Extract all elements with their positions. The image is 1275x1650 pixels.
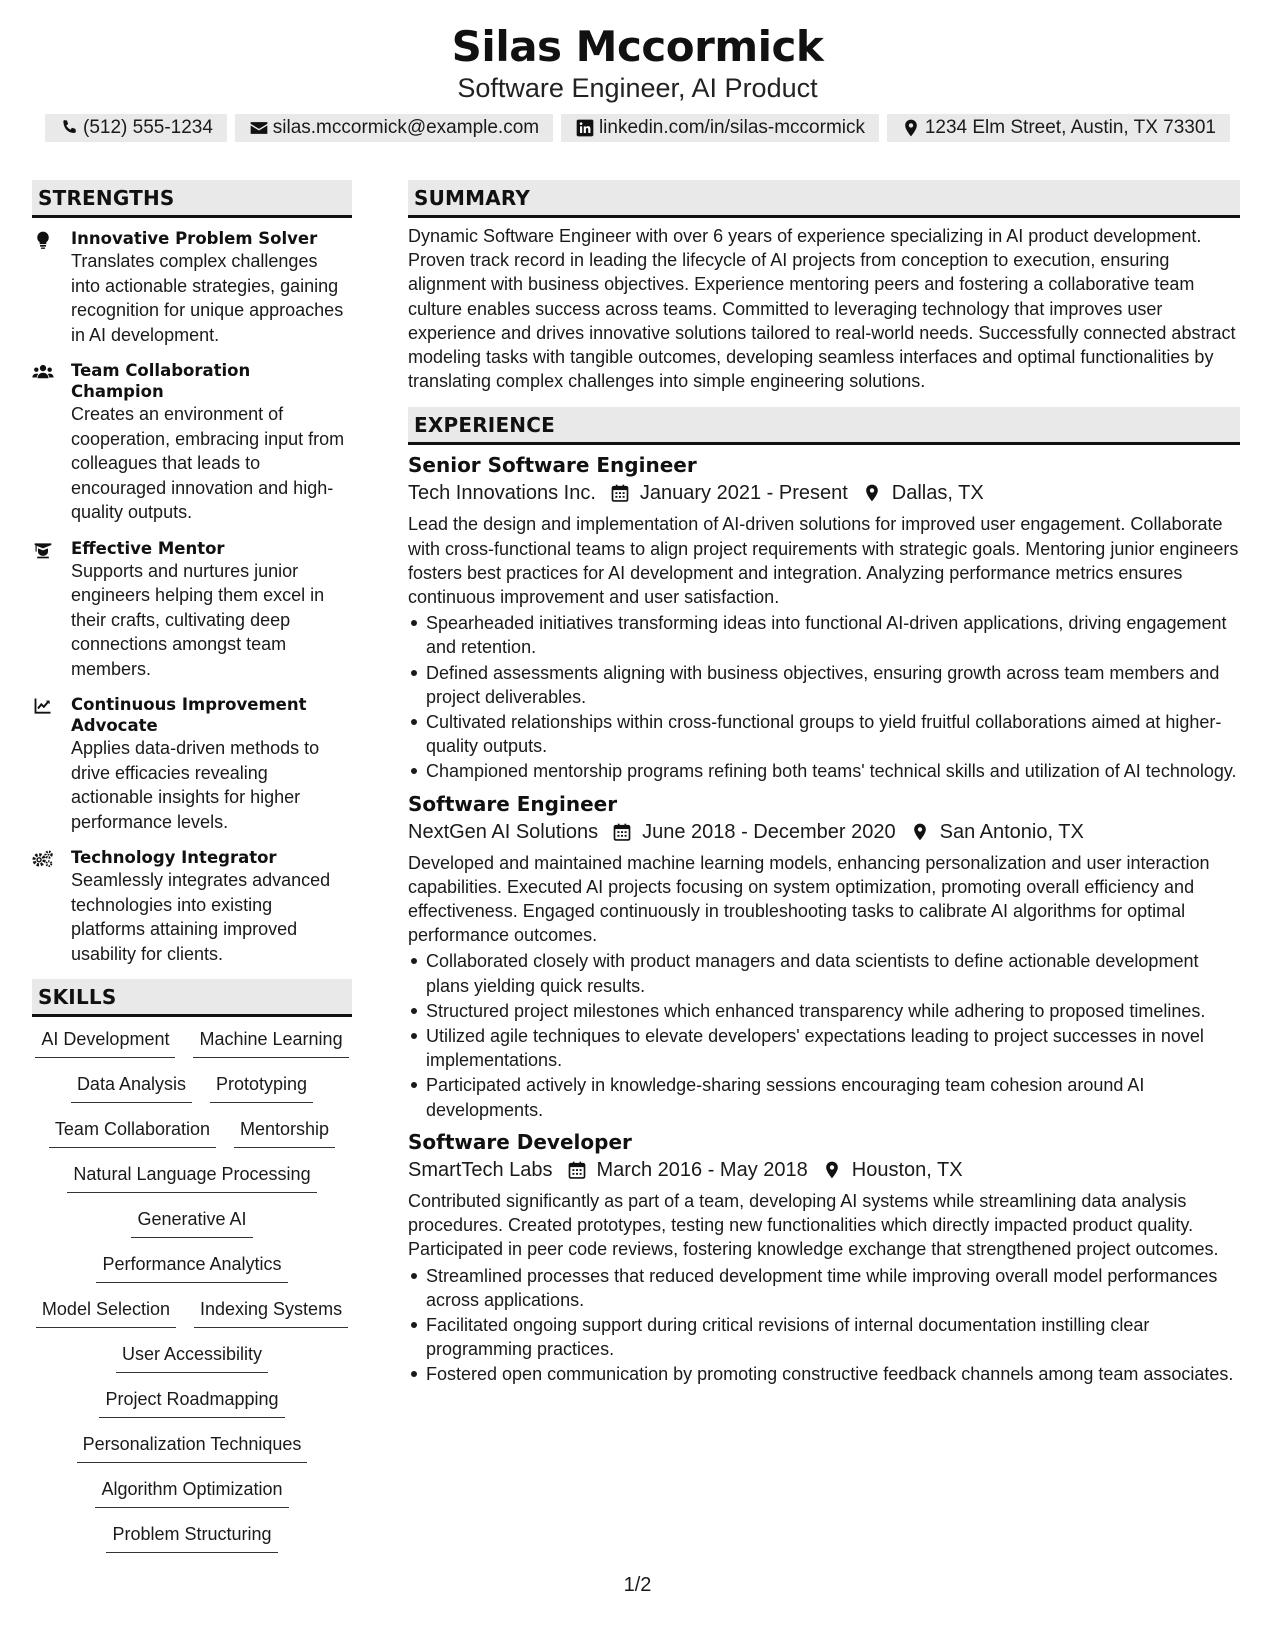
job-description: Lead the design and implementation of AI-driven solutions for improved user engagement. Collaborate with cross-functional teams to align project requirements with strategic goals. Mentoring junior engineers fosters best practices for AI development and integration. Analyzing performance metrics ensures continuous improvement and user satisfaction. xyxy=(408,514,1239,608)
strength-title: Team Collaboration Champion xyxy=(71,361,251,401)
skill-row xyxy=(32,1383,352,1428)
calendar-icon xyxy=(567,1160,587,1180)
skill-tag: Project Roadmapping xyxy=(99,1383,284,1418)
map-pin-icon xyxy=(910,822,930,842)
job-title: Software Engineer xyxy=(408,791,618,816)
job-entry xyxy=(408,1128,1240,1387)
bullet-item: Championed mentorship programs refining both teams' technical skills and utilization of AI technology. xyxy=(408,759,1240,783)
job-description: Developed and maintained machine learning models, enhancing personalization and user interaction capabilities. Executed AI projects focusing on system optimization, promoting overall efficiency and effectiveness. Engaged continuously in troubleshooting tasks to calibrate AI algorithms for optimal performance outcomes. xyxy=(408,852,1210,946)
skill-tag: Personalization Techniques xyxy=(77,1428,308,1463)
skill-tag: Algorithm Optimization xyxy=(95,1473,288,1508)
strength-item xyxy=(32,538,352,682)
job-dates: June 2018 - December 2020 xyxy=(642,820,896,843)
skill-row xyxy=(32,1248,352,1293)
bullet-item: Streamlined processes that reduced development time while improving overall model performances across applications. xyxy=(408,1264,1240,1312)
bullet-item: Cultivated relationships within cross-functional groups to yield fruitful collaborations aimed at higher-quality outputs. xyxy=(408,710,1240,758)
job-meta xyxy=(408,479,1240,507)
skill-row xyxy=(32,1068,352,1113)
skills-heading: SKILLS xyxy=(32,979,352,1017)
right-column xyxy=(408,180,1240,1388)
experience-heading: EXPERIENCE xyxy=(408,407,1240,445)
job-entry xyxy=(408,790,1240,1122)
strength-title: Technology Integrator xyxy=(71,848,277,867)
skill-row xyxy=(32,1113,352,1158)
skill-tag: AI Development xyxy=(35,1023,175,1058)
bullet-item: Defined assessments aligning with business objectives, ensuring growth across team members and project deliverables. xyxy=(408,661,1240,709)
candidate-title: Software Engineer, AI Product xyxy=(457,73,818,103)
left-column xyxy=(32,180,352,1563)
users-icon xyxy=(32,360,71,525)
strength-desc: Seamlessly integrates advanced technologies into existing platforms attaining improved usability for clients. xyxy=(71,870,331,964)
strength-desc: Translates complex challenges into actionable strategies, gaining recognition for unique approaches in AI development. xyxy=(71,251,344,345)
map-pin-icon xyxy=(862,483,882,503)
strengths-list xyxy=(32,228,352,966)
skill-tag: User Accessibility xyxy=(116,1338,268,1373)
skill-row xyxy=(32,1473,352,1518)
strength-title: Innovative Problem Solver xyxy=(71,229,318,248)
contact-email-text: silas.mccormick@example.com xyxy=(272,117,540,138)
job-meta xyxy=(408,1156,1240,1184)
skill-tag: Team Collaboration xyxy=(49,1113,216,1148)
job-company: SmartTech Labs xyxy=(408,1158,553,1181)
map-pin-icon xyxy=(901,118,921,138)
job-description: Contributed significantly as part of a team, developing AI systems while streamlining data analysis procedures. Created prototypes, testing new functionalities which directly impacted product quality. Participated in peer code reviews, fostering knowledge exchange that strengthened project outcomes. xyxy=(408,1190,1219,1260)
contact-linkedin-text: linkedin.com/in/silas-mccormick xyxy=(598,117,865,138)
contact-address-text: 1234 Elm Street, Austin, TX 73301 xyxy=(924,117,1216,138)
calendar-icon xyxy=(612,822,632,842)
job-bullets xyxy=(408,949,1240,1121)
skill-tag: Problem Structuring xyxy=(106,1518,277,1553)
job-title: Senior Software Engineer xyxy=(408,453,697,478)
envelope-icon xyxy=(249,118,269,138)
job-dates: March 2016 - May 2018 xyxy=(596,1158,808,1181)
strength-item xyxy=(32,694,352,834)
skill-tag: Prototyping xyxy=(210,1068,313,1103)
linkedin-icon xyxy=(575,118,595,138)
calendar-icon xyxy=(610,483,630,503)
bullet-item: Spearheaded initiatives transforming ideas into functional AI-driven applications, driving engagement and retention. xyxy=(408,611,1240,659)
contact-linkedin[interactable] xyxy=(561,114,879,142)
strength-item xyxy=(32,360,352,525)
job-location: Houston, TX xyxy=(851,1158,963,1181)
gears-icon xyxy=(32,847,71,966)
skill-tag: Performance Analytics xyxy=(96,1248,287,1283)
skill-tag: Natural Language Processing xyxy=(67,1158,316,1193)
contact-address[interactable] xyxy=(887,114,1230,142)
contact-email[interactable] xyxy=(235,114,553,142)
resume-header xyxy=(0,20,1275,104)
job-entry xyxy=(408,451,1240,783)
strength-desc: Applies data-driven methods to drive efficacies revealing actionable insights for higher performance levels. xyxy=(71,738,320,832)
contact-phone-text: (512) 555-1234 xyxy=(83,117,213,138)
skill-row xyxy=(32,1203,352,1248)
map-pin-icon xyxy=(822,1160,842,1180)
skill-tag: Mentorship xyxy=(234,1113,335,1148)
skill-row xyxy=(32,1293,352,1338)
bullet-item: Structured project milestones which enhanced transparency while adhering to proposed timelines. xyxy=(408,999,1240,1023)
chart-line-icon xyxy=(32,694,71,834)
skill-tag: Machine Learning xyxy=(193,1023,348,1058)
skill-tag: Model Selection xyxy=(36,1293,176,1328)
skill-row xyxy=(32,1338,352,1383)
strength-item xyxy=(32,228,352,347)
job-bullets xyxy=(408,611,1240,783)
job-company: NextGen AI Solutions xyxy=(408,820,599,843)
strength-desc: Supports and nurtures junior engineers helping them excel in their crafts, cultivating deep connections amongst team members. xyxy=(71,560,325,679)
job-company: Tech Innovations Inc. xyxy=(408,482,596,505)
job-location: San Antonio, TX xyxy=(939,820,1084,843)
job-dates: January 2021 - Present xyxy=(639,482,848,505)
summary-text: Dynamic Software Engineer with over 6 years of experience specializing in AI product development. Proven track record in leading the lifecycle of AI projects from conception to execution, ensuring alignment with business objectives. Experience mentoring peers and fostering a collaborative team culture enables success across teams. Committed to leveraging technology that improves user experience and drives innovative solutions tailored to real-world needs. Successfully connected abstract modeling tasks with tangible outcomes, developing seamless interfaces and optimal functionalities by translating complex challenges into simple engineering solutions. xyxy=(408,226,1236,392)
phone-icon xyxy=(59,118,79,138)
strength-item xyxy=(32,847,352,966)
skill-row xyxy=(32,1428,352,1473)
job-title: Software Developer xyxy=(408,1129,632,1154)
skills-list xyxy=(32,1023,352,1563)
job-location: Dallas, TX xyxy=(891,482,984,505)
skill-row xyxy=(32,1518,352,1563)
graduation-cap-icon xyxy=(32,538,71,682)
bullet-item: Collaborated closely with product managers and data scientists to define actionable development plans yielding quick results. xyxy=(408,949,1240,997)
strength-desc: Creates an environment of cooperation, embracing input from colleagues that leads to encouraged innovation and high-quality outputs. xyxy=(71,404,345,522)
strength-title: Continuous Improvement Advocate xyxy=(71,695,307,735)
strength-title: Effective Mentor xyxy=(71,538,225,558)
job-bullets xyxy=(408,1264,1240,1387)
bullet-item: Facilitated ongoing support during critical revisions of internal documentation instilling clear programming practices. xyxy=(408,1313,1240,1361)
summary-heading: SUMMARY xyxy=(408,180,1240,218)
candidate-name: Silas Mccormick xyxy=(451,22,824,71)
bullet-item: Participated actively in knowledge-sharing sessions encouraging team cohesion around AI developments. xyxy=(408,1073,1240,1121)
job-meta xyxy=(408,818,1240,846)
skill-tag: Data Analysis xyxy=(71,1068,192,1103)
contact-bar xyxy=(45,114,1230,142)
skill-row xyxy=(32,1023,352,1068)
strengths-heading: STRENGTHS xyxy=(32,180,352,218)
skill-tag: Generative AI xyxy=(131,1203,252,1238)
bullet-item: Utilized agile techniques to elevate developers' expectations leading to project successes in novel implementations. xyxy=(408,1024,1240,1072)
page-number: 1/2 xyxy=(623,1574,652,1596)
skill-tag: Indexing Systems xyxy=(194,1293,348,1328)
contact-phone[interactable] xyxy=(45,114,227,142)
skill-row xyxy=(32,1158,352,1203)
lightbulb-icon xyxy=(32,228,71,347)
bullet-item: Fostered open communication by promoting constructive feedback channels among team associates. xyxy=(408,1362,1240,1386)
